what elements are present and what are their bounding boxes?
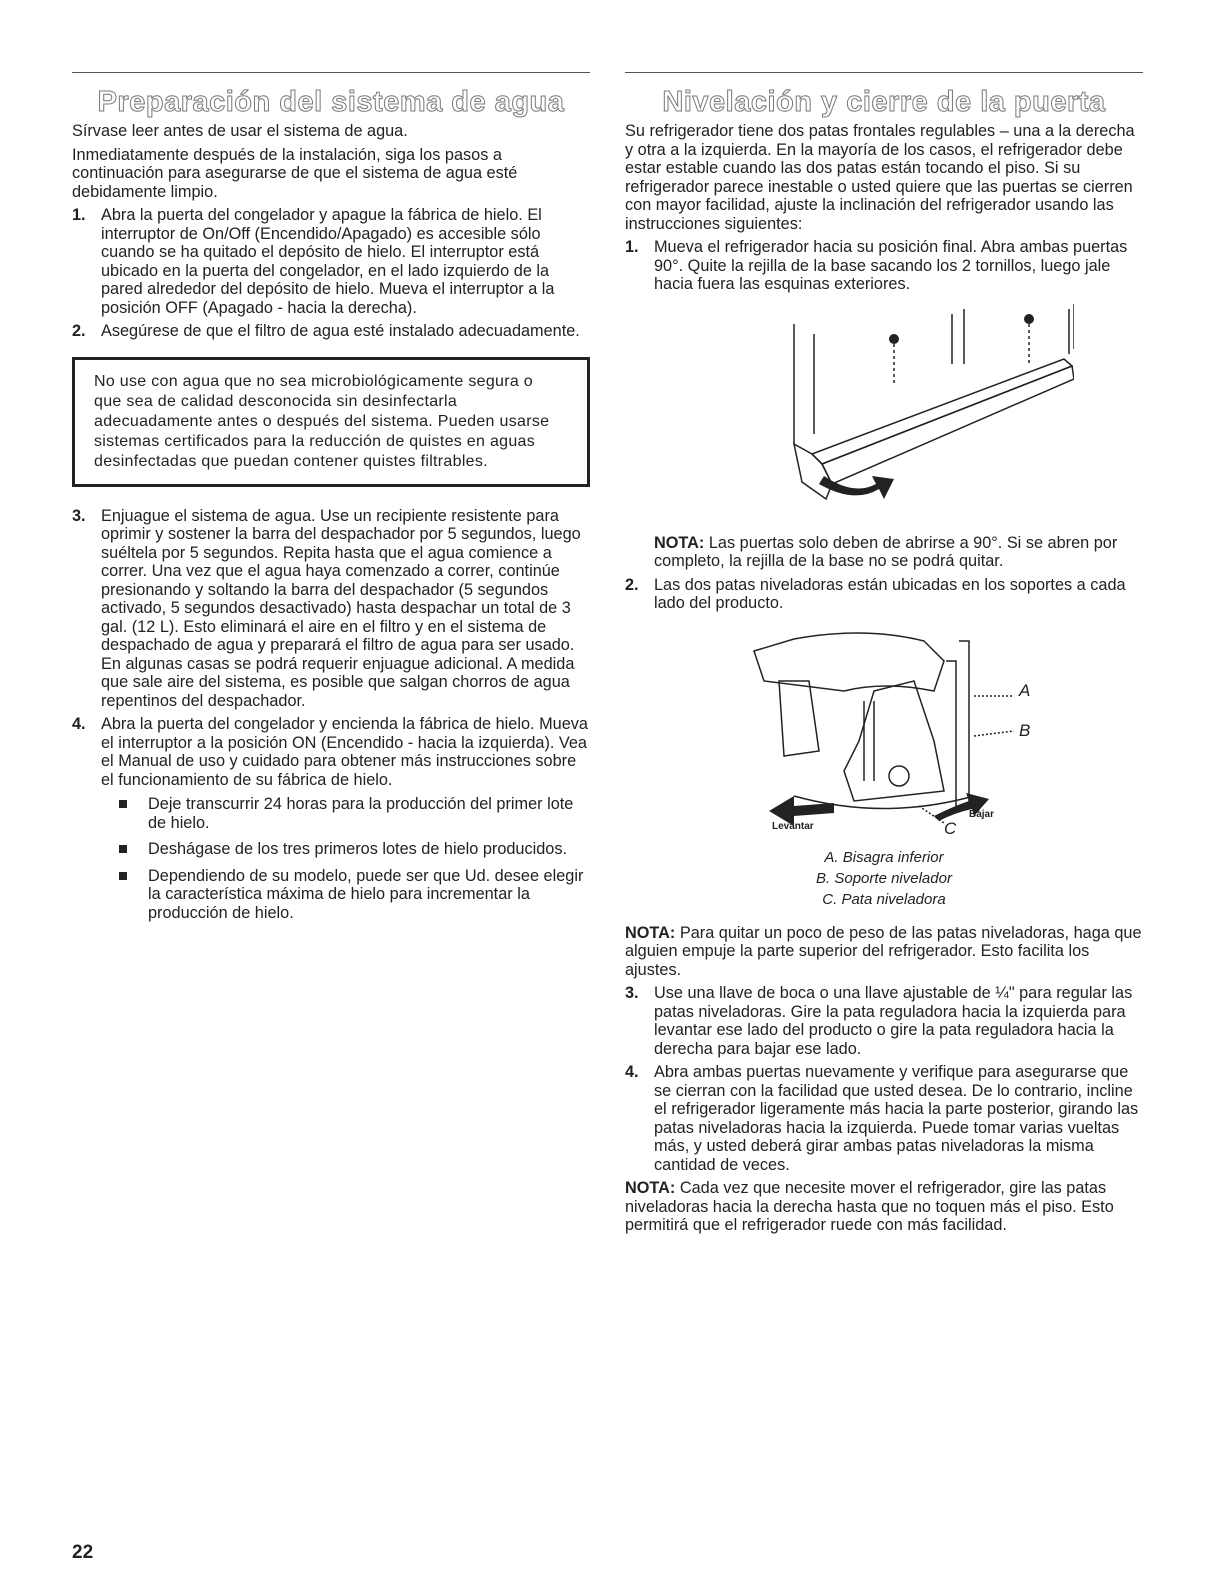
steps-list-b <box>72 507 590 923</box>
bullet-square-icon <box>119 872 127 880</box>
bullet-square-icon <box>119 845 127 853</box>
note-doors-90: NOTA: Las puertas solo deben de abrirse a 90°. Si se abren por completo, la rejilla de la base no se podrá quitar. <box>654 533 1118 570</box>
step-2: 2. Las dos patas niveladoras están ubicadas en los soportes a cada lado del producto. <box>625 575 1126 612</box>
warning-text: No use con agua que no sea microbiológicamente segura o que sea de calidad desconocida sin desinfectarla adecuadamente antes o después del sistema. Pueden usarse sistemas certificados para la reducción de quistes en aguas desinfectadas que puedan contener quistes filtrables. <box>94 372 550 470</box>
steps-list-c <box>625 238 1143 294</box>
step-1: 1. Mueva el refrigerador hacia su posición final. Abra ambas puertas 90°. Quite la rejilla de la base sacando los 2 tornillos, luego jale hacia fuera las esquinas exteriores. <box>625 238 1128 293</box>
steps-list-a <box>72 206 590 341</box>
screw-icon <box>889 314 1034 344</box>
base-grille-illustration <box>694 304 1074 524</box>
step-1: 1. Abra la puerta del congelador y apague la fábrica de hielo. El interruptor de On/Off (Encendido/Apagado) es accesible sólo cuando se ha quitado el depósito de hielo. El interruptor está ubicado en la puerta del congelador, en el lado izquierdo de la pared alrededor del depósito de hielo. Mueva el interruptor a la posición OFF (Apagado - hacia la derecha). <box>72 206 555 317</box>
step-2: 2. Asegúrese de que el filtro de agua esté instalado adecuadamente. <box>72 322 580 340</box>
bullet-item: Deje transcurrir 24 horas para la producción del primer lote de hielo. <box>101 795 590 832</box>
right-column <box>625 72 1143 1240</box>
left-column <box>72 72 590 930</box>
label-c: C <box>944 818 957 838</box>
bullet-item: Deshágase de los tres primeros lotes de hielo producidos. <box>101 840 590 859</box>
bullet-square-icon <box>119 800 127 808</box>
label-b: B <box>1019 720 1031 740</box>
step-4: 4. Abra ambas puertas nuevamente y verifique para asegurarse que se cierran con la facilidad que usted desea. De lo contrario, incline el refrigerador ligeramente más hacia la parte posterior, girando las patas niveladoras hacia la izquierda. Puede tomar varias vueltas más, y usted deberá girar ambas patas niveladoras la misma cantidad de veces. <box>625 1063 1139 1174</box>
water-system-title: Preparación del sistema de agua <box>97 86 565 118</box>
steps-list-e <box>625 984 1143 1174</box>
warning-box <box>72 357 590 487</box>
section-divider <box>72 72 590 73</box>
section-divider <box>625 72 1143 73</box>
note-moving: NOTA: Cada vez que necesite mover el refrigerador, gire las patas niveladoras hacia la derecha hasta que no toquen más el piso. Esto permitirá que el refrigerador ruede con más facilidad. <box>625 1179 1114 1234</box>
step-3: 3. Use una llave de boca o una llave ajustable de ¼" para regular las patas niveladoras. Gire la pata reguladora hacia la izquierda para levantar ese lado del producto o gire la pata reguladora hacia la derecha para bajar ese lado. <box>625 984 1133 1058</box>
intro-read-before: Sírvase leer antes de usar el sistema de agua. <box>72 122 408 140</box>
label-a: A <box>1019 680 1031 700</box>
leveling-leg-drawing <box>734 621 1034 841</box>
leveling-leg-illustration <box>734 621 1034 841</box>
step-3: 3. Enjuague el sistema de agua. Use un recipiente resistente para oprimir y sostener la barra del despachador por 5 segundos, luego suéltela por 5 segundos. Repita hasta que el agua comience a correr. Una vez que el agua haya comenzado a correr, continúe presionando y soltando la barra del despachador (5 segundos activado, 5 segundos desactivado) hasta despachar un total de 3 gal. (12 L). Esto eliminará el aire en el filtro y en el sistema de despachado de agua y preparará el filtro de agua para ser usado. En algunas casas se podrá requerir enjuague adicional. A medida que sale aire del sistema, es posible que salgan chorros de agua repentinos del despachador. <box>72 506 581 710</box>
page-number: 22 <box>72 1542 94 1563</box>
leveling-title: Nivelación y cierre de la puerta <box>662 86 1106 118</box>
bullet-item: Dependiendo de su modelo, puede ser que Ud. desee elegir la característica máxima de hielo para incrementar la producción de hielo. <box>101 867 590 923</box>
intro-after-install: Inmediatamente después de la instalación, siga los pasos a continuación para asegurarse de que el sistema de agua esté debidamente limpio. <box>72 145 518 201</box>
label-bajar: Bajar <box>969 808 995 820</box>
step-4: 4. Abra la puerta del congelador y encienda la fábrica de hielo. Mueva el interruptor a la posición ON (Encendido - hacia la izquierda). Vea el Manual de uso y cuidado para obtener más instrucciones sobre el funcionamiento de su fábrica de hielo. Deje transcurrir 24 horas para la producción del primer lote de hielo. Deshágase de los tres primeros lotes de hielo producidos. Dependiendo de su modelo, puede ser que Ud. desee elegir la característica máxima de hielo para incrementar la producción de hielo. <box>72 715 590 922</box>
base-grille-drawing <box>694 304 1074 524</box>
note-weight: NOTA: Para quitar un poco de peso de las patas niveladoras, haga que alguien empuje la parte superior del refrigerador. Esto facilita los ajustes. <box>625 923 1142 979</box>
steps-list-d <box>625 576 1143 613</box>
arrow-icon <box>819 356 1074 499</box>
figure-caption: A. Bisagra inferior B. Soporte nivelador C. Pata niveladora <box>816 848 952 908</box>
label-levantar: Levantar <box>772 820 814 832</box>
leveling-intro: Su refrigerador tiene dos patas frontales regulables – una a la derecha y otra a la izquierda. En la mayoría de los casos, el refrigerador debe estar estable cuando las dos patas están tocando el piso. Si su refrigerador parece inestable o usted quiere que las puertas se cierren con mayor facilidad, ajuste la inclinación del refrigerador usando las instrucciones siguientes: <box>625 122 1135 233</box>
